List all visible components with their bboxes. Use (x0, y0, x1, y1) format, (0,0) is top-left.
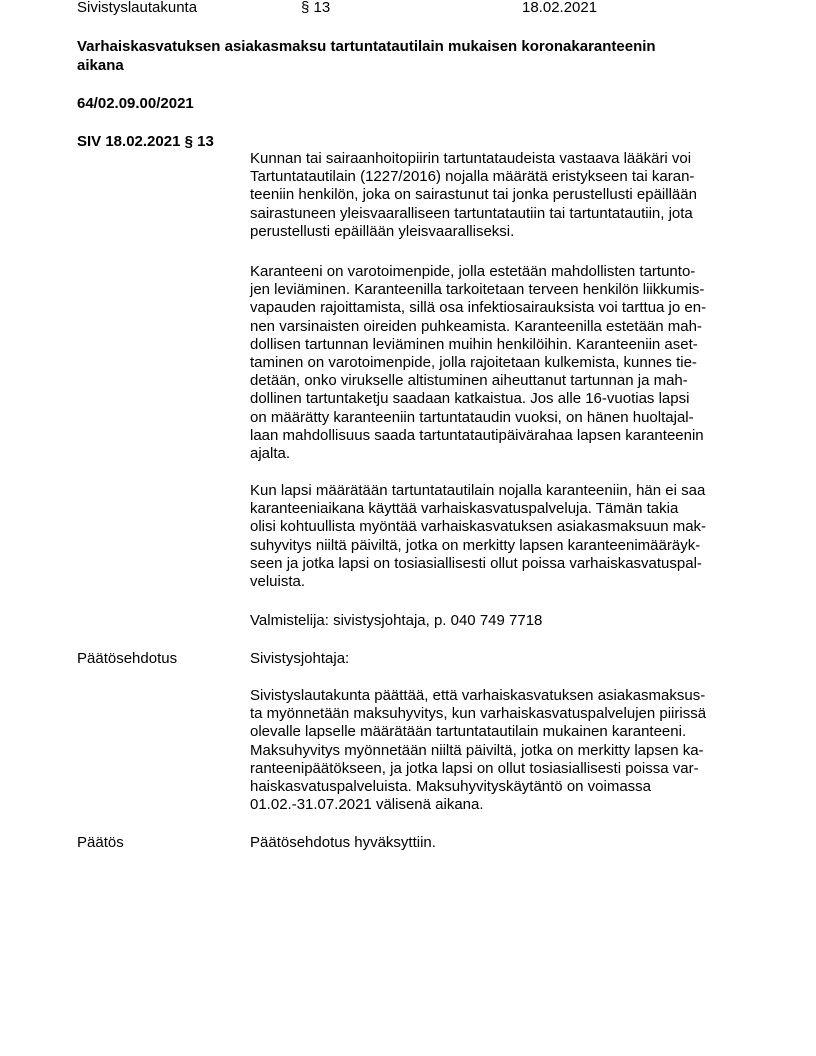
body-paragraph-2 (250, 263, 740, 463)
text-line: taminen on varotoimenpide, jolla rajoitetaan kulkemista, kunnes tie- (250, 354, 697, 372)
preparer-line: Valmistelija: sivistysjohtaja, p. 040 749 7718 (250, 612, 543, 629)
text-line: Maksuhyvitys myönnetään niiltä päiviltä, jotka on merkitty lapsen ka- (250, 741, 704, 759)
proposal-label: Päätösehdotus (77, 650, 178, 667)
proposer: Sivistysjohtaja: (250, 650, 350, 667)
title-line: aikana (77, 57, 124, 74)
text-line: Karanteeni on varotoimenpide, jolla estetään mahdollisten tartunto- (250, 263, 696, 280)
text-line: ta myönnetään maksuhyvitys, kun varhaiskasvatuspalvelujen piirissä (250, 705, 707, 723)
document-header (77, 0, 777, 18)
text-line: laan mahdollisuus saada tartuntatautipäivärahaa lapsen karanteenin (250, 426, 704, 444)
title-line: Varhaiskasvatuksen asiakasmaksu tartuntatautilain mukaisen koronakaranteenin (77, 38, 656, 55)
text-line: jen leviäminen. Karanteenilla tarkoitetaan terveen henkilön liikkumis- (250, 281, 705, 299)
text-line: nen varsinaisten oireiden puhkeamista. Karanteenilla estetään mah- (250, 317, 702, 335)
section-number: § 13 (301, 0, 331, 16)
text-line: perustellusti epäillään yleisvaaralliseksi. (250, 222, 515, 240)
text-line: olevalle lapselle määrätään tartuntatautilain mukainen karanteeni. (250, 723, 687, 741)
text-line: olisi kohtuullista myöntää varhaiskasvatuksen asiakasmaksuun mak- (250, 518, 707, 536)
diary-number: 64/02.09.00/2021 (77, 95, 194, 112)
text-line: Tartuntatautilain (1227/2016) nojalla määrätä eristykseen tai karan- (250, 168, 695, 186)
text-line: 01.02.-31.07.2021 välisenä aikana. (250, 796, 484, 814)
text-line: on määrätty karanteeniin tartuntataudin vuoksi, on hänen huoltajal- (250, 408, 694, 426)
text-line: Kunnan tai sairaanhoitopiirin tartuntataudeista vastaava lääkäri voi (250, 150, 692, 167)
text-line: haiskasvatuspalveluista. Maksuhyvityskäytäntö on voimassa (250, 778, 652, 796)
text-line: Kun lapsi määrätään tartuntatautilain nojalla karanteeniin, hän ei saa (250, 482, 706, 499)
body-paragraph-1 (250, 150, 740, 241)
text-line: sairastuneen yleisvaaralliseen tartuntatautiin tai tartuntatautiin, jota (250, 204, 693, 222)
text-line: suhyvitys niiltä päiviltä, jotka on merkitty lapsen karanteenimääräyk- (250, 536, 701, 554)
text-line: karanteeniaikana käyttää varhaiskasvatuspalveluja. Tämän takia (250, 500, 679, 518)
text-line: veluista. (250, 573, 306, 591)
text-line: dollinen tartuntaketju saadaan katkaistua. Jos alle 16-vuotias lapsi (250, 390, 690, 408)
decision-label: Päätös (77, 834, 124, 851)
text-line: vapauden rajoittamista, sillä osa infektiosairauksista voi tarttua jo en- (250, 299, 707, 317)
text-line: ajalta. (250, 445, 291, 463)
proposal-text (250, 687, 740, 814)
text-line: Sivistyslautakunta päättää, että varhaiskasvatuksen asiakasmaksus- (250, 687, 706, 704)
organization-name: Sivistyslautakunta (77, 0, 198, 16)
text-line: ranteenipäätökseen, ja jotka lapsi on ollut tosiasiallisesti poissa var- (250, 759, 699, 777)
decision-text: Päätösehdotus hyväksyttiin. (250, 834, 436, 851)
text-line: detään, onko virukselle altistuminen aiheuttanut tartunnan ja mah- (250, 372, 688, 390)
meeting-date: 18.02.2021 (522, 0, 598, 16)
meeting-reference: SIV 18.02.2021 § 13 (77, 133, 214, 150)
body-paragraph-3 (250, 482, 740, 591)
text-line: teeniin henkilön, joka on sairastunut tai jonka perustellusti epäillään (250, 186, 697, 204)
text-line: dollisen tartunnan leviäminen muihin henkilöihin. Karanteeniin aset- (250, 335, 698, 353)
text-line: seen ja jotka lapsi on tosiasiallisesti ollut poissa varhaiskasvatuspal- (250, 554, 702, 572)
document-title (77, 37, 737, 75)
